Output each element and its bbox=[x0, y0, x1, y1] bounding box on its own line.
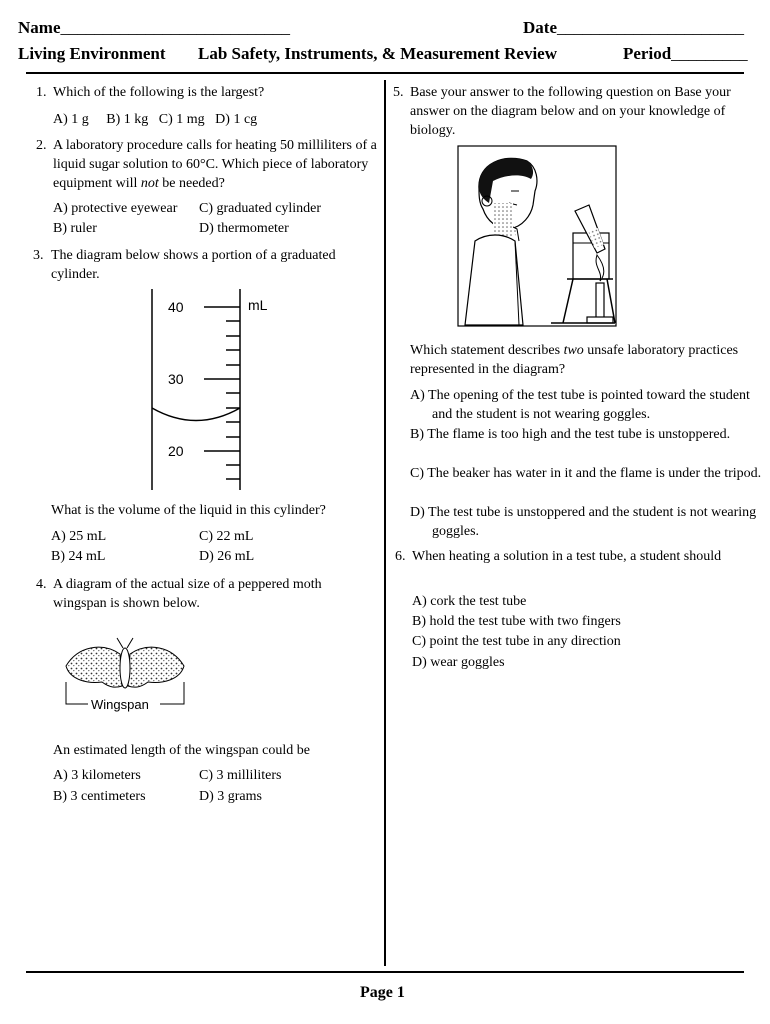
date-label: Date bbox=[523, 18, 557, 37]
q3-answer-c: C) 22 mL bbox=[199, 529, 254, 544]
period-blank: _________ bbox=[671, 44, 748, 63]
q2-number: 2. bbox=[36, 138, 47, 153]
header-divider bbox=[26, 72, 744, 74]
q2-answer-d: D) thermometer bbox=[199, 221, 289, 236]
page-number: Page 1 bbox=[360, 984, 405, 1001]
moth-antennae bbox=[117, 638, 133, 648]
cylinder-unit-label: mL bbox=[248, 297, 268, 313]
student-shirt bbox=[465, 235, 523, 325]
q2-text-b: be needed? bbox=[158, 176, 225, 191]
q5-answer-c: C) The beaker has water in it and the flame is under the tripod. bbox=[410, 466, 762, 481]
q1-d-letter: D) bbox=[215, 112, 230, 127]
q3-question: What is the volume of the liquid in this cylinder? bbox=[51, 503, 326, 518]
burner-base bbox=[587, 317, 613, 323]
q5-answer-a: A) The opening of the test tube is pointed toward the student and the student is not wearing goggles. bbox=[410, 388, 750, 422]
moth-right-wing bbox=[128, 647, 184, 687]
date-field bbox=[523, 18, 744, 38]
cylinder-label-40: 40 bbox=[168, 299, 184, 315]
q5-question-a: Which statement describes bbox=[410, 343, 564, 358]
cylinder-tick-marks bbox=[204, 307, 240, 479]
wingspan-label: Wingspan bbox=[91, 697, 149, 712]
q1-c-letter: C) bbox=[158, 112, 173, 127]
q1-number: 1. bbox=[36, 85, 47, 100]
q5-number: 5. bbox=[393, 85, 404, 100]
q3-answer-b: B) 24 mL bbox=[51, 549, 106, 564]
q6-answer-d: D) wear goggles bbox=[412, 655, 505, 670]
date-blank: ______________________ bbox=[556, 18, 744, 37]
wingspan-bracket-right bbox=[160, 682, 184, 704]
q1-answers bbox=[53, 110, 257, 130]
moth-left-wing bbox=[66, 647, 122, 687]
tripod-legs bbox=[563, 279, 615, 323]
q3-number: 3. bbox=[33, 248, 44, 263]
period-field bbox=[623, 44, 748, 64]
q4-answer-b: B) 3 centimeters bbox=[53, 789, 146, 804]
q2-text-a: A laboratory procedure calls for heating 50 milliliters of a liquid sugar solution to 60°C. Which piece of laboratory equipment will bbox=[53, 138, 377, 191]
q1-c-text: 1 mg bbox=[176, 112, 205, 127]
q1-b-text: 1 kg bbox=[123, 112, 149, 127]
worksheet-title: Lab Safety, Instruments, & Measurement Review bbox=[198, 44, 558, 63]
q5-answer-b: B) The flame is too high and the test tube is unstoppered. bbox=[410, 427, 731, 442]
wingspan-bracket-left bbox=[66, 682, 88, 704]
q2-answer-b: B) ruler bbox=[53, 221, 97, 236]
bunsen-burner bbox=[596, 283, 604, 319]
q6-answer-c: C) point the test tube in any direction bbox=[412, 634, 621, 649]
moth-body bbox=[120, 648, 130, 688]
name-blank: ___________________________ bbox=[60, 18, 290, 37]
q2-text-em: not bbox=[140, 176, 159, 191]
column-divider bbox=[384, 80, 386, 966]
q4-answer-d: D) 3 grams bbox=[199, 789, 262, 804]
student-shading bbox=[493, 203, 513, 239]
course-title: Living Environment bbox=[18, 44, 166, 63]
peppered-moth-diagram bbox=[60, 632, 190, 717]
cylinder-label-30: 30 bbox=[168, 371, 184, 387]
q5-text: Base your answer to the following question on Base your answer on the diagram below and on your knowledge of biology. bbox=[410, 85, 731, 138]
cylinder-label-20: 20 bbox=[168, 443, 184, 459]
q1-text: Which of the following is the largest? bbox=[53, 85, 265, 100]
q4-number: 4. bbox=[36, 577, 47, 592]
q5-question bbox=[410, 341, 740, 379]
q3-answer-a: A) 25 mL bbox=[51, 529, 107, 544]
period-label: Period bbox=[623, 44, 672, 63]
liquid-meniscus bbox=[152, 408, 240, 421]
q3-answer-d: D) 26 mL bbox=[199, 549, 255, 564]
q6-number: 6. bbox=[395, 549, 406, 564]
q4-answer-a: A) 3 kilometers bbox=[53, 768, 141, 783]
lab-student-diagram bbox=[457, 145, 617, 327]
graduated-cylinder-diagram bbox=[130, 285, 280, 495]
name-label: Name bbox=[18, 18, 61, 37]
q2-answer-a: A) protective eyewear bbox=[53, 201, 178, 216]
q6-text: When heating a solution in a test tube, a student should bbox=[412, 549, 722, 564]
q1-a-text: 1 g bbox=[71, 112, 89, 127]
q4-question: An estimated length of the wingspan could be bbox=[53, 743, 310, 758]
q1-a-letter: A) bbox=[53, 112, 68, 127]
q4-text: A diagram of the actual size of a peppered moth wingspan is shown below. bbox=[53, 577, 322, 611]
q2-text bbox=[53, 136, 383, 193]
q3-text: The diagram below shows a portion of a graduated cylinder. bbox=[51, 248, 336, 282]
q5-question-b: unsafe laboratory practices represented in the diagram? bbox=[410, 343, 739, 377]
q2-answer-c: C) graduated cylinder bbox=[199, 201, 322, 216]
burner-flame bbox=[596, 255, 604, 281]
q5-question-em: two bbox=[563, 343, 584, 358]
q1-b-letter: B) bbox=[106, 112, 121, 127]
q4-answer-c: C) 3 milliliters bbox=[199, 768, 282, 783]
footer-divider bbox=[26, 971, 744, 973]
q5-answer-d: D) The test tube is unstoppered and the student is not wearing goggles. bbox=[410, 505, 757, 539]
q6-answer-b: B) hold the test tube with two fingers bbox=[412, 614, 621, 629]
q6-answer-a: A) cork the test tube bbox=[412, 594, 527, 609]
name-field bbox=[18, 18, 290, 38]
q1-d-text: 1 cg bbox=[233, 112, 258, 127]
